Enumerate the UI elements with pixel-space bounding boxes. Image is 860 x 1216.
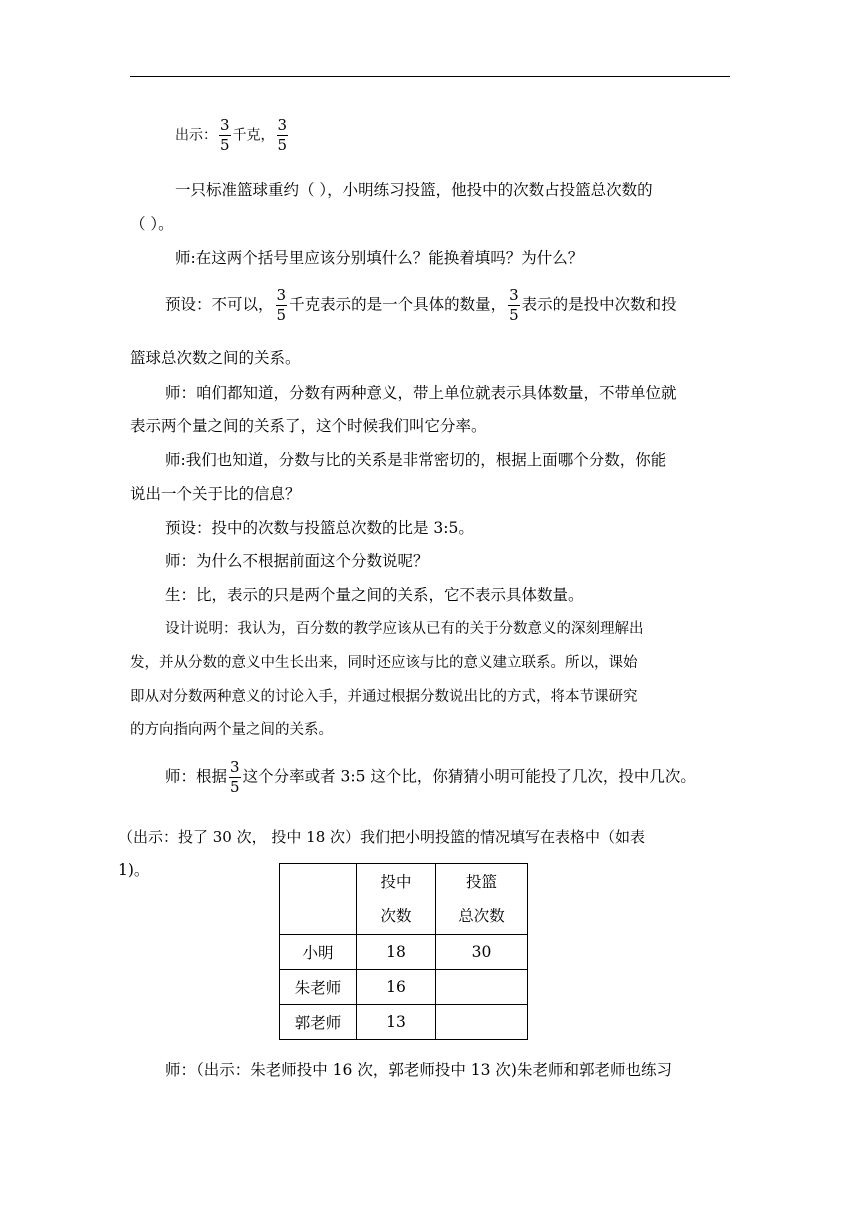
table-row — [280, 935, 528, 970]
show-unit: 千克， — [232, 127, 275, 144]
table-cell: 郭老师 — [280, 1005, 357, 1040]
preset-line-2: 篮球总次数之间的关系。 — [130, 349, 301, 367]
table-header-row — [280, 864, 528, 935]
preset-2: 预设：投中的次数与投篮总次数的比是 3:5。 — [165, 519, 474, 537]
teacher-a-line-2: 表示两个量之间的关系了，这个时候我们叫它分率。 — [130, 417, 487, 435]
table-header-cell: 投中 次数 — [357, 864, 436, 935]
design-note-line-1: 设计说明：我认为，百分数的教学应该从已有的关于分数意义的深刻理解出 — [165, 621, 644, 637]
table-cell: 朱老师 — [280, 970, 357, 1005]
question-line-2: （ ）。 — [130, 215, 174, 233]
table-row — [280, 970, 528, 1005]
table-header-cell — [280, 864, 357, 935]
design-note-line-2: 发，并从分数的意义中生长出来，同时还应该与比的意义建立联系。所以，课始 — [130, 655, 638, 671]
fraction-3-5: $\frac{3}{5}$ — [509, 286, 519, 324]
shooting-table — [279, 863, 528, 1040]
table-cell: 18 — [357, 935, 436, 970]
preset-line-1: 预设：不可以， $\frac{3}{5}$ 千克表示的是一个具体的数量， $\frac{3}{5}$ 表示的是投中次数和投 — [165, 286, 677, 324]
header-rule — [130, 76, 730, 77]
show-prefix: 出示： — [175, 127, 217, 144]
teacher-question: 师:在这两个括号里应该分别填什么？能换着填吗？为什么？ — [175, 249, 584, 267]
table-cell — [436, 970, 528, 1005]
question-line-1: 一只标准篮球重约（ ），小明练习投篮，他投中的次数占投篮总次数的 — [175, 181, 653, 199]
teacher-d-line-3: 1)。 — [118, 861, 150, 879]
last-line: 师：（出示：朱老师投中 16 次，郭老师投中 13 次)朱老师和郭老师也练习 — [165, 1061, 672, 1079]
table-cell: 小明 — [280, 935, 357, 970]
design-note-line-4: 的方向指向两个量之间的关系。 — [130, 722, 333, 738]
table-cell: 30 — [436, 935, 528, 970]
table-header-cell: 投篮 总次数 — [436, 864, 528, 935]
fraction-3-5: $\frac{3}{5}$ — [276, 286, 287, 324]
fraction-3-5: $\frac{3}{5}$ — [220, 116, 230, 154]
table-cell: 16 — [357, 970, 436, 1005]
table-cell — [436, 1005, 528, 1040]
table-row — [280, 1005, 528, 1040]
fraction-3-5: $\frac{3}{5}$ — [277, 116, 288, 154]
teacher-d-line-1: 师：根据 $\frac{3}{5}$ 这个分率或者 3:5 这个比，你猜猜小明可能投了几次，投中几次。 — [165, 758, 696, 796]
teacher-b-line-1: 师:我们也知道，分数与比的关系是非常密切的，根据上面哪个分数，你能 — [165, 451, 667, 469]
teacher-d-line-2: （出示：投了 30 次， 投中 18 次）我们把小明投篮的情况填写在表格中（如表 — [118, 828, 646, 846]
teacher-c: 师：为什么不根据前面这个分数说呢？ — [165, 552, 429, 570]
teacher-b-line-2: 说出一个关于比的信息？ — [130, 485, 301, 503]
design-note-line-3: 即从对分数两种意义的讨论入手，并通过根据分数说出比的方式，将本节课研究 — [130, 689, 638, 705]
student-answer: 生：比，表示的只是两个量之间的关系，它不表示具体数量。 — [165, 586, 584, 604]
table-cell: 13 — [357, 1005, 436, 1040]
fraction-3-5: $\frac{3}{5}$ — [230, 758, 240, 796]
teacher-a-line-1: 师：咱们都知道，分数有两种意义，带上单位就表示具体数量，不带单位就 — [165, 384, 677, 402]
show-line — [175, 118, 775, 153]
